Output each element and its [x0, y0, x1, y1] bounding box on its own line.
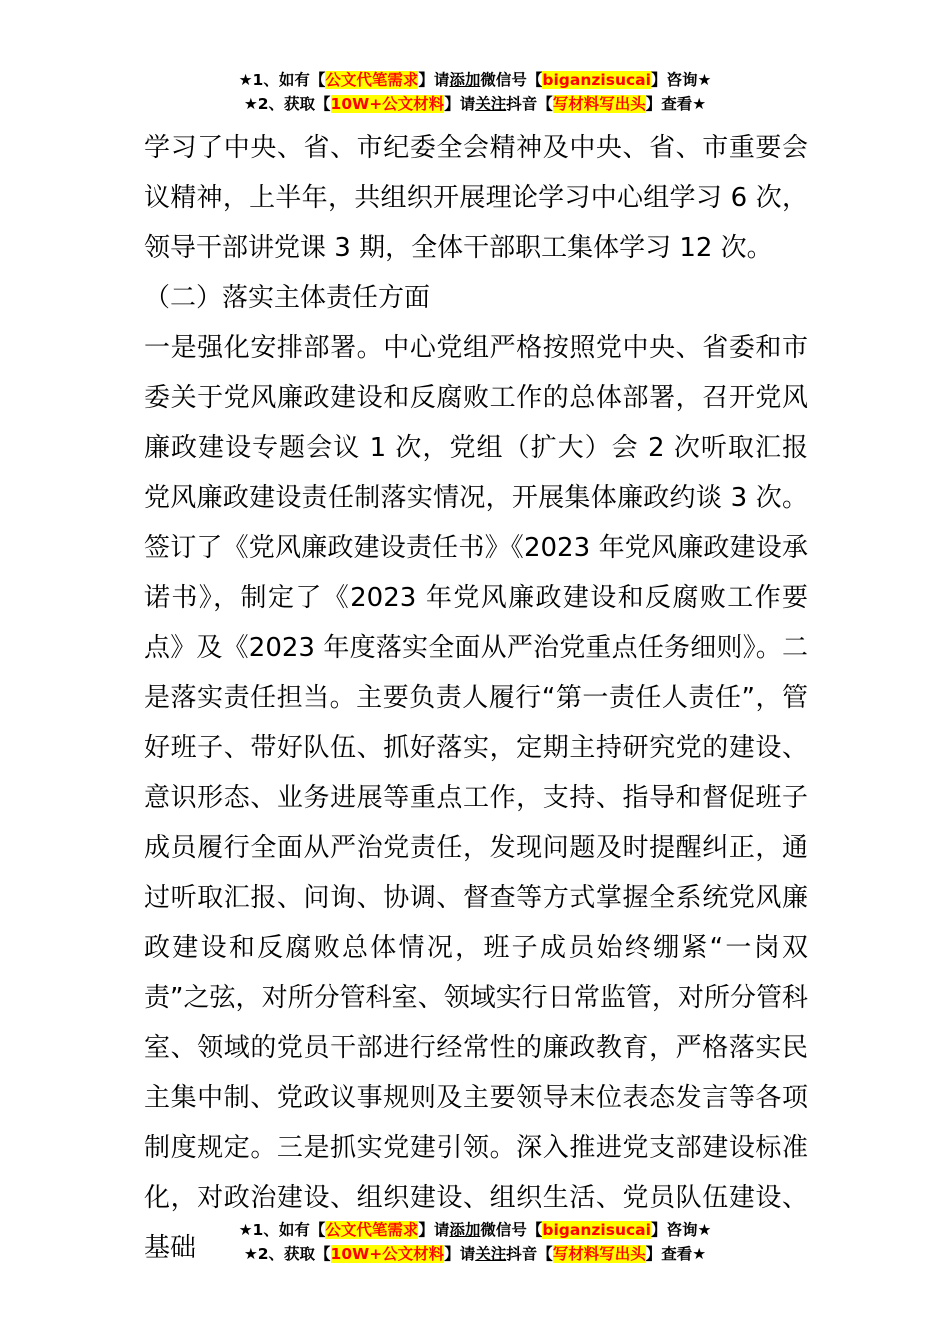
highlight-wechat-id: biganzisucai [542, 71, 651, 89]
paragraph-study: 学习了中央、省、市纪委全会精神及中央、省、市重要会议精神，上半年，共组织开展理论学习中心组学习 6 次，领导干部讲党课 3 期，全体干部职工集体学习 12 次。 [144, 133, 808, 263]
banner-text: 微信号【 [480, 1221, 543, 1239]
banner-text: 】咨询★ [650, 1221, 712, 1239]
underlined-word: 关注 [475, 95, 507, 113]
underlined-word: 添加 [449, 1221, 481, 1239]
banner-text: 】请 [444, 95, 476, 113]
banner-line-1 [0, 1218, 950, 1242]
banner-text: 】查看★ [645, 95, 707, 113]
highlight-materials: 10W+公文材料 [330, 95, 445, 113]
banner-text: ★2、获取【 [243, 1245, 331, 1263]
banner-line-1 [0, 68, 950, 92]
section-heading: （二）落实主体责任方面 [144, 283, 431, 313]
banner-line-2 [0, 92, 950, 116]
highlight-service: 公文代笔需求 [325, 71, 419, 89]
banner-text: ★2、获取【 [243, 95, 331, 113]
banner-text: 抖音【 [506, 95, 553, 113]
document-body [144, 123, 808, 1273]
banner-text: ★1、如有【 [238, 1221, 326, 1239]
paragraph-responsibility: 一是强化安排部署。中心党组严格按照党中央、省委和市委关于党风廉政建设和反腐败工作的总体部署，召开党风廉政建设专题会议 1 次，党组（扩大）会 2 次听取汇报党风廉政建设责任制落实情况，开展集体廉政约谈 3 次。签订了《党风廉政建设责任书》《2023 年党风廉政建设承诺书》，制定了《2023 年党风廉政建设和反腐败工作要点》及《2023 年度落实全面从严治党重点任务细则》。二是落实责任担当。主要负责人履行“第一责任人责任”，管好班子、带好队伍、抓好落实，定期主持研究党的建设、意识形态、业务进展等重点工作，支持、指导和督促班子成员履行全面从严治党责任，发现问题及时提醒纠正，通过听取汇报、问询、协调、督查等方式掌握全系统党风廉政建设和反腐败总体情况，班子成员始终绷紧“一岗双责”之弦，对所分管科室、领域实行日常监管，对所分管科室、领域的党员干部进行经常性的廉政教育，严格落实民主集中制、党政议事规则及主要领导末位表态发言等各项制度规定。三是抓实党建引领。深入推进党支部建设标准化，对政治建设、组织建设、组织生活、党员队伍建设、基础 [144, 333, 808, 1263]
banner-text: 微信号【 [480, 71, 543, 89]
banner-text: ★1、如有【 [238, 71, 326, 89]
highlight-service: 公文代笔需求 [325, 1221, 419, 1239]
footer-banner [0, 1218, 950, 1266]
banner-text: 】请 [444, 1245, 476, 1263]
banner-text: 】请 [418, 71, 450, 89]
highlight-wechat-id: biganzisucai [542, 1221, 651, 1239]
banner-line-2 [0, 1242, 950, 1266]
banner-text: 】请 [418, 1221, 450, 1239]
underlined-word: 关注 [475, 1245, 507, 1263]
banner-text: 】咨询★ [650, 71, 712, 89]
highlight-douyin: 写材料写出头 [552, 1245, 646, 1263]
highlight-douyin: 写材料写出头 [552, 95, 646, 113]
underlined-word: 添加 [449, 71, 481, 89]
banner-text: 】查看★ [645, 1245, 707, 1263]
header-banner [0, 68, 950, 116]
banner-text: 抖音【 [506, 1245, 553, 1263]
highlight-materials: 10W+公文材料 [330, 1245, 445, 1263]
